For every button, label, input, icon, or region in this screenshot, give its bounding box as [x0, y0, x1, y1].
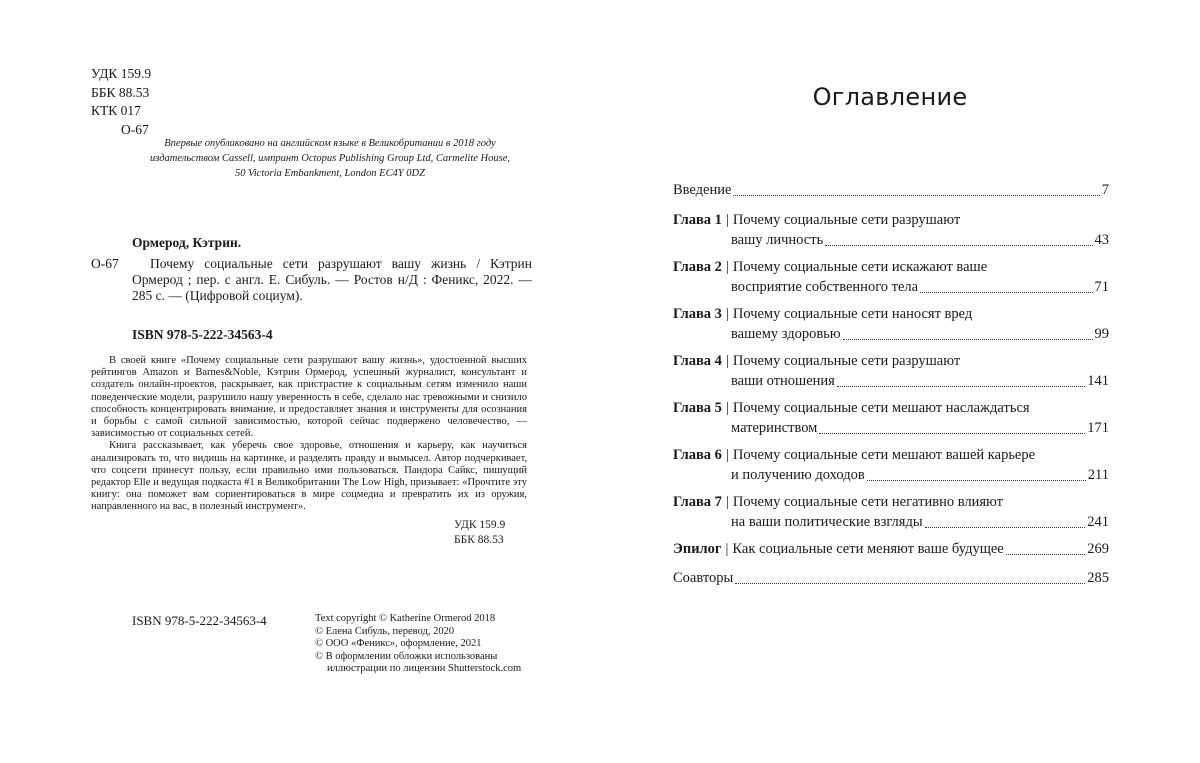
copyright-block — [315, 613, 521, 676]
annotation-paragraph: В своей книге «Почему социальные сети разрушают вашу жизнь», удостоенной высших рейтингов Amazon и Barnes&Noble, Кэтрин Ормерод, успешный журналист, консультант и создатель онлайн-проектов, раскрывает, как пристрастие к социальным сетям изменило наши поведенческие модели, разрушило нашу уверенность в себе, сделало нас тревожными и снизило способность концентрировать внимание, и предоставляет знания и инструменты для осознания и борьбы с самой сильной зависимостью, которой сейчас подвержено человечество, — зависимостью от социальных сетей. — [91, 355, 527, 440]
udk-code: УДК 159.9 — [454, 519, 506, 531]
copyright-line: Text copyright © Katherine Ormerod 2018 — [315, 613, 496, 624]
toc-entry-title-cont: вашему здоровью — [731, 326, 841, 342]
toc-chapter-label: Глава 7 — [673, 494, 722, 510]
right-page — [600, 0, 1200, 763]
toc-leader-dots — [825, 244, 1092, 246]
toc-separator: | — [725, 306, 729, 322]
toc-entry[interactable] — [673, 492, 1109, 532]
toc-leader-dots — [735, 582, 1085, 584]
toc-entry[interactable] — [673, 210, 1109, 250]
toc-entry-title: Почему социальные сети наносят вред — [732, 306, 973, 322]
bibliographic-description: Почему социальные сети разрушают вашу жизнь / Кэтрин Ормерод ; пер. с англ. Е. Сибуль. — Ростов н/Д : Феникс, 2022. — 285 с. — (Цифровой социум). — [132, 256, 532, 303]
toc-page-number: 99 — [1094, 326, 1109, 342]
author-sign: О-67 — [121, 121, 149, 137]
toc-entry[interactable] — [673, 445, 1109, 485]
toc-leader-dots — [733, 194, 1099, 196]
toc-entry-title-cont: и получению доходов — [731, 467, 865, 483]
toc-entry-title: Почему социальные сети разрушают — [732, 212, 961, 228]
toc-page-number: 141 — [1087, 373, 1109, 389]
toc-chapter-label: Глава 3 — [673, 306, 722, 322]
toc-chapter-label: Глава 6 — [673, 447, 722, 463]
copyright-line: © ООО «Феникс», оформление, 2021 — [315, 638, 482, 650]
toc-leader-dots — [837, 385, 1085, 387]
toc-leader-dots — [819, 432, 1085, 434]
toc-page-number: 211 — [1087, 467, 1109, 483]
toc-entry-title: Почему социальные сети мешают вашей карьере — [732, 447, 1036, 463]
toc-entry-title: Соавторы — [673, 570, 734, 586]
toc-leader-dots — [920, 291, 1092, 293]
toc-entry[interactable] — [673, 304, 1109, 344]
toc-entry-title: Почему социальные сети искажают ваше — [732, 259, 988, 275]
annotation-paragraph: Книга рассказывает, как уберечь свое здоровье, отношения и карьеру, как научиться анализировать то, что видишь на картинке, и разделять правду и вымысел. Автор подчеркивает, что соцсети принесут пользу, если правильно ими пользоваться. Пандора Сайкс, пишущий редактор Elle и ведущая подкаста #1 в Великобритании The Low High, призывает: «Прочтите эту книгу: она поможет вам сориентироваться в мире соцмедиа и превратить их из оружия, направленного на вас, в полезный инструмент». — [91, 440, 527, 513]
toc-page-number: 241 — [1087, 514, 1109, 530]
toc-separator: | — [725, 400, 729, 416]
toc-page-number: 269 — [1087, 541, 1109, 557]
toc-chapter-label: Глава 1 — [673, 212, 722, 228]
toc-entry[interactable] — [673, 257, 1109, 297]
toc-title: Оглавление — [812, 83, 968, 111]
toc-entry[interactable] — [673, 539, 1109, 559]
toc-page-number: 43 — [1094, 232, 1109, 248]
toc-entry-title: Почему социальные сети разрушают — [732, 353, 961, 369]
toc-separator: | — [725, 447, 729, 463]
toc-entry-title: Введение — [673, 182, 732, 198]
udk-code: УДК 159.9 — [91, 66, 152, 81]
toc-entry-title-cont: материнством — [731, 420, 818, 436]
toc-chapter-label: Глава 2 — [673, 259, 722, 275]
side-author-sign: О-67 — [91, 256, 119, 271]
toc-entry-title-cont: на ваши политические взгляды — [731, 514, 923, 530]
toc-leader-dots — [843, 338, 1093, 340]
first-published-note: Впервые опубликовано на английском языке в Великобритании в 2018 году издательством Cassell, импринт Octopus Publishing Group Ltd, Carmelite House, 50 Victoria Embankment, London EC4Y 0DZ — [150, 138, 510, 179]
ktk-code: КТК 017 — [91, 103, 141, 118]
toc-entry-title-cont: ваши отношения — [731, 373, 835, 389]
toc-leader-dots — [1006, 553, 1086, 555]
bbk-code: ББК 88.53 — [91, 84, 150, 100]
toc-separator: | — [725, 541, 729, 557]
isbn-bottom: ISBN 978-5-222-34563-4 — [132, 613, 267, 628]
toc-entry-title: Почему социальные сети мешают наслаждаться — [732, 400, 1030, 416]
toc-chapter-label: Глава 4 — [673, 353, 722, 369]
copyright-line: © Елена Сибуль, перевод, 2020 — [315, 625, 455, 637]
toc-entry[interactable] — [673, 568, 1109, 588]
toc-entry-title-cont: восприятие собственного тела — [731, 279, 919, 295]
copyright-line: иллюстрации по лицензии Shutterstock.com — [327, 663, 522, 675]
toc-page-number: 71 — [1094, 279, 1109, 295]
toc-page-number: 285 — [1087, 570, 1109, 586]
classification-codes — [91, 65, 151, 139]
toc-leader-dots — [867, 479, 1086, 481]
toc-leader-dots — [925, 526, 1086, 528]
toc-entry-title-cont: вашу личность — [731, 232, 824, 248]
toc-chapter-label: Эпилог — [673, 541, 722, 557]
toc-chapter-label: Глава 5 — [673, 400, 722, 416]
toc-entry[interactable] — [673, 398, 1109, 438]
toc-entry[interactable] — [673, 351, 1109, 391]
copyright-line: © В оформлении обложки использованы — [315, 650, 498, 662]
isbn-main: ISBN 978-5-222-34563-4 — [132, 327, 273, 342]
toc-separator: | — [725, 212, 729, 228]
classification-codes-bottom — [454, 518, 505, 548]
author-heading: Ормерод, Кэтрин. — [132, 235, 242, 250]
toc-entry-title: Почему социальные сети негативно влияют — [732, 494, 1003, 510]
annotation — [91, 355, 527, 514]
toc-entry-title: Как социальные сети меняют ваше будущее — [732, 541, 1004, 557]
toc-separator: | — [725, 259, 729, 275]
toc-separator: | — [725, 353, 729, 369]
toc-entry[interactable] — [673, 180, 1109, 200]
toc-separator: | — [725, 494, 729, 510]
bbk-code: ББК 88.53 — [454, 533, 504, 546]
toc-page-number: 171 — [1087, 420, 1109, 436]
toc-page-number: 7 — [1101, 182, 1109, 198]
